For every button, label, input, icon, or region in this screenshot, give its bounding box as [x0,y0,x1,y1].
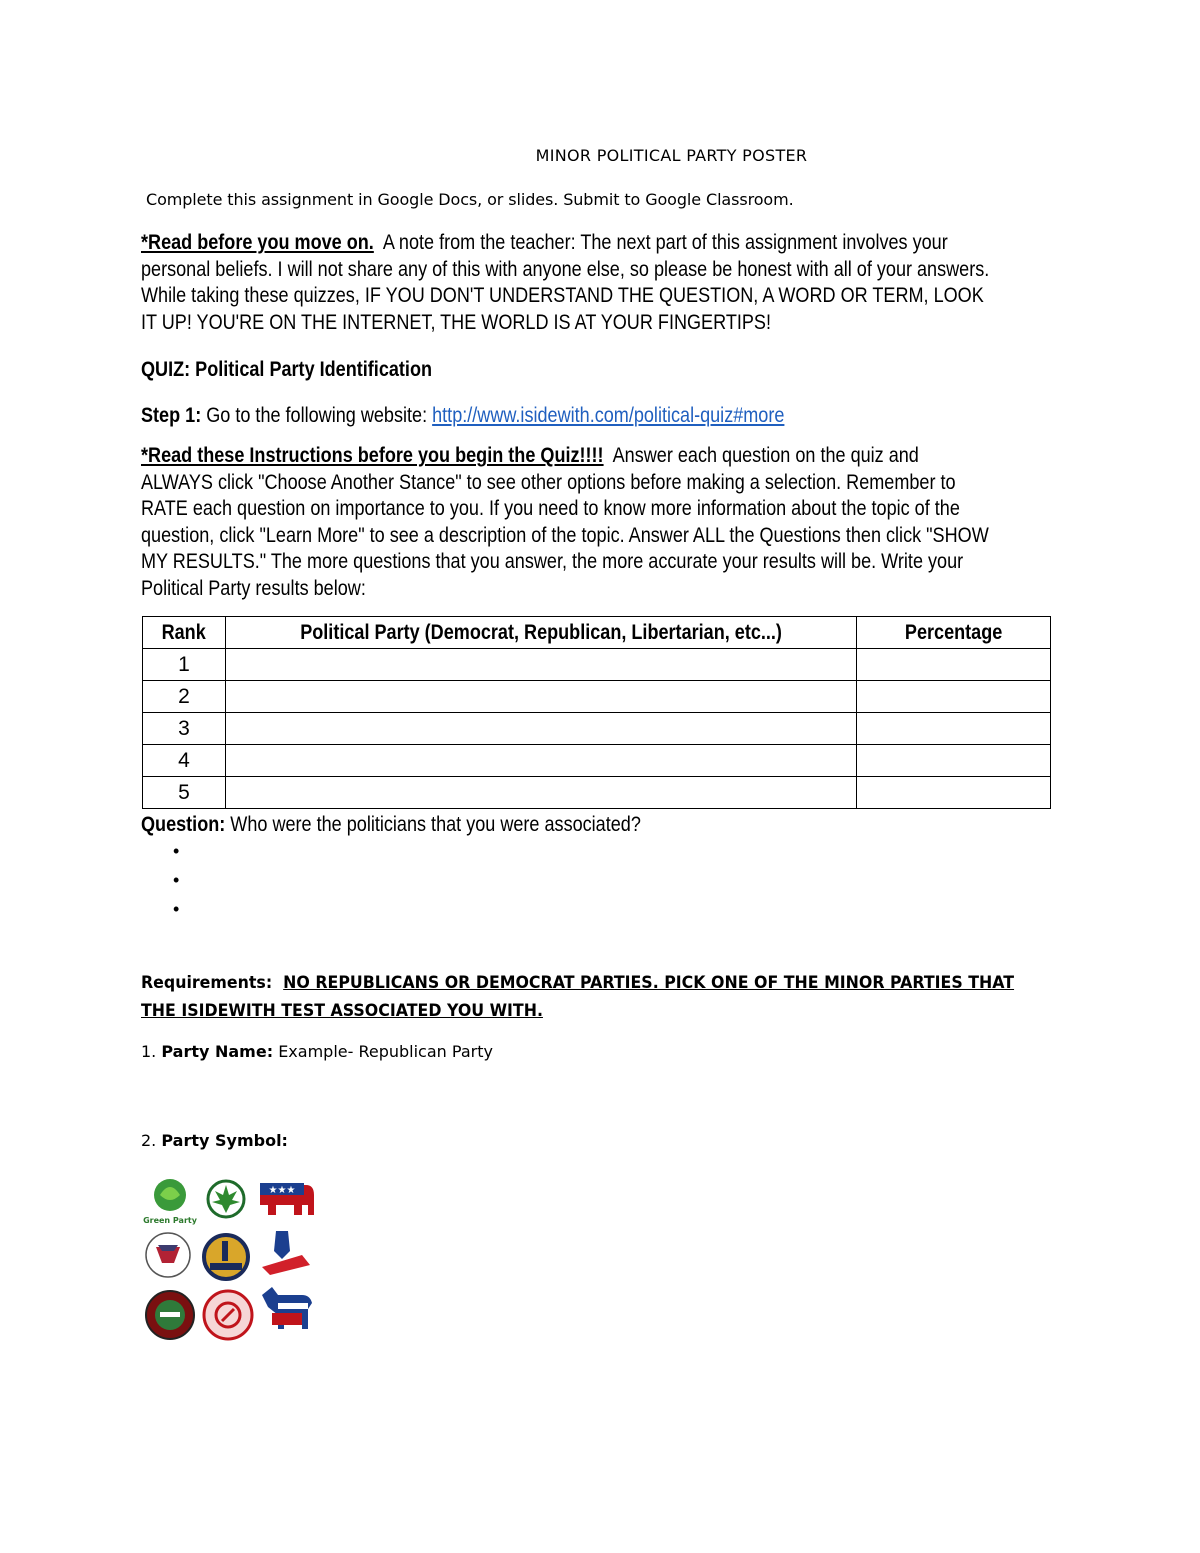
communist-party-logo [204,1291,252,1339]
rank-cell: 3 [143,713,226,745]
table-row [143,745,1051,777]
party-logos-collage [142,1175,322,1345]
instructions-lead: *Read these Instructions before you begin the Quiz!!!! [141,444,604,467]
list-item[interactable]: • [173,870,180,890]
percentage-cell[interactable] [857,681,1051,713]
american-party-seal-logo [146,1233,190,1277]
table-row [143,777,1051,809]
percentage-cell[interactable] [857,745,1051,777]
percentage-cell[interactable] [857,713,1051,745]
party-cell[interactable] [226,713,857,745]
quiz-instructions: *Read these Instructions before you begin the Quiz!!!! Answer each question on the quiz and ALWAYS click "Choose Another Stance" to see other options before making a selection. Remember to RATE each question on importance to you. If you need to know more information about the topic of the question, click "Learn More" to see a description of the topic. Answer ALL the Questions then click "SHOW MY RESULTS." The more questions that you answer, the more accurate your results will be. Write your Political Party results below: [141,444,989,600]
step1-label: Step 1: [141,404,202,427]
note-lead: *Read before you move on. [141,231,374,254]
bullet-list [173,837,179,924]
question: Question: Who were the politicians that you were associated? [141,813,641,836]
table-header-row [143,617,1051,649]
red-eagle-logo [262,1231,310,1275]
question-label: Question: [141,813,226,836]
party-cell[interactable] [226,681,857,713]
table-row [143,681,1051,713]
party-name-value: Example- Republican Party [273,1042,493,1061]
party-symbol-label: Party Symbol: [161,1131,288,1150]
list-item[interactable]: • [173,841,180,861]
list-item[interactable]: • [173,899,180,919]
party-symbol-item: 2. Party Symbol: [141,1131,288,1150]
instruction-text: Complete this assignment in Google Docs, or slides. Submit to Google Classroom. [146,190,794,209]
table-row [143,649,1051,681]
constitution-party-logo [204,1235,248,1279]
header-percentage: Percentage [857,617,1051,649]
rank-cell: 4 [143,745,226,777]
header-party: Political Party (Democrat, Republican, Libertarian, etc...) [226,617,857,649]
rank-cell: 2 [143,681,226,713]
party-cell[interactable] [226,649,857,681]
page-title: MINOR POLITICAL PARTY POSTER [535,146,808,165]
percentage-cell[interactable] [857,649,1051,681]
quiz-link[interactable]: http://www.isidewith.com/political-quiz#more [432,404,785,427]
results-table [142,616,1051,809]
requirements: Requirements: NO REPUBLICANS OR DEMOCRAT PARTIES. PICK ONE OF THE MINOR PARTIES THAT THE ISIDEWITH TEST ASSOCIATED YOU WITH. [141,973,1015,1021]
party-name-label: Party Name: [161,1042,274,1061]
party-cell[interactable] [226,745,857,777]
table-row [143,713,1051,745]
step1: Step 1: Go to the following website: http://www.isidewith.com/political-quiz#more [141,404,785,427]
teacher-note: *Read before you move on. A note from the teacher: The next part of this assignment involves your personal beliefs. I will not share any of this with anyone else, so please be honest with all of your answers. While taking these quizzes, IF YOU DON'T UNDERSTAND THE QUESTION, A WORD OR TERM, LOOK IT UP! YOU'RE ON THE INTERNET, THE WORLD IS AT YOUR FINGERTIPS! [141,231,990,334]
requirements-label: Requirements: [141,973,273,993]
svg-text:★★★: ★★★ [268,1185,296,1196]
percentage-cell[interactable] [857,777,1051,809]
republican-elephant-logo [260,1183,314,1215]
svg-text:Green Party: Green Party [143,1216,197,1225]
party-cell[interactable] [226,777,857,809]
green-party-logo [143,1179,198,1225]
header-rank: Rank [143,617,226,649]
marijuana-party-logo [208,1181,244,1217]
democrat-donkey-logo [262,1287,312,1329]
rank-cell: 1 [143,649,226,681]
rank-cell: 5 [143,777,226,809]
independent-party-seal-logo [146,1291,194,1339]
party-name-item: 1. Party Name: Example- Republican Party [141,1042,493,1061]
quiz-heading: QUIZ: Political Party Identification [141,358,433,381]
